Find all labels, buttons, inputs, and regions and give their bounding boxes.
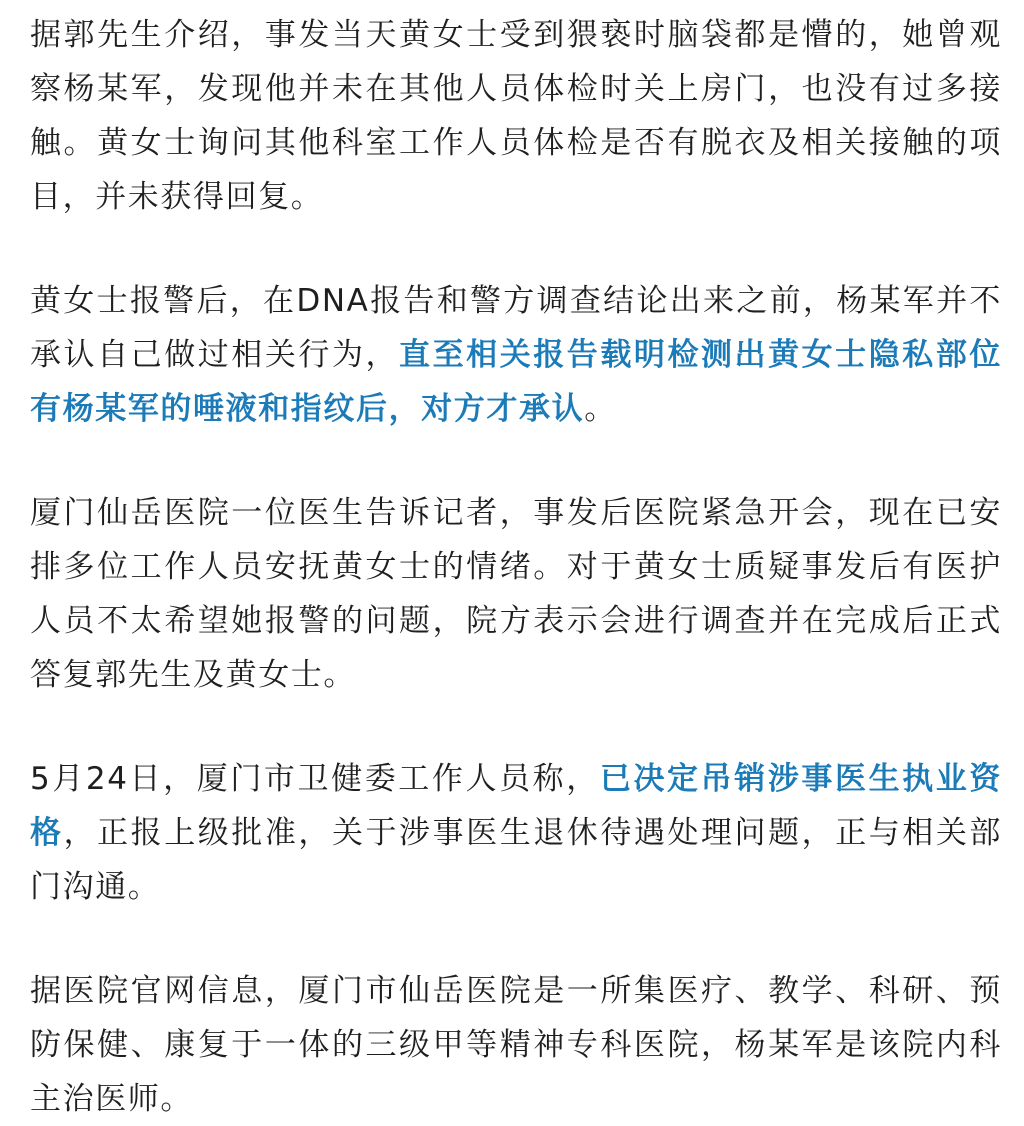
paragraph-4-end: ，正报上级批准，关于涉事医生退休待遇处理问题，正与相关部门沟通。 <box>30 815 1003 905</box>
paragraph-4-text: 5月24日，厦门市卫健委工作人员称， <box>30 761 600 797</box>
paragraph-1-text: 据郭先生介绍，事发当天黄女士受到猥亵时脑袋都是懵的，她曾观察杨某军，发现他并未在其他人员体检时关上房门，也没有过多接触。黄女士询问其他科室工作人员体检是否有脱衣及相关接触的项目，并未获得回复。 <box>30 17 1002 215</box>
paragraph-3 <box>30 486 1002 702</box>
paragraph-3-text: 厦门仙岳医院一位医生告诉记者，事发后医院紧急开会，现在已安排多位工作人员安抚黄女士的情绪。对于黄女士质疑事发后有医护人员不太希望她报警的问题，院方表示会进行调查并在完成后正式答复郭先生及黄女士。 <box>30 495 1002 693</box>
paragraph-2-text: 黄女士报警后，在DNA报告和警方调查结论出来之前，杨某军并不承认自己做过相关行为， <box>30 283 1002 373</box>
paragraph-4 <box>30 752 1002 914</box>
paragraph-5-text: 据医院官网信息，厦门市仙岳医院是一所集医疗、教学、科研、预防保健、康复于一体的三级甲等精神专科医院，杨某军是该院内科主治医师。 <box>30 973 1002 1117</box>
paragraph-4-highlight: 已决定吊销涉事医生执业资格 <box>30 761 1003 851</box>
paragraph-2 <box>30 274 1002 436</box>
paragraph-1 <box>30 8 1002 224</box>
paragraph-5 <box>30 964 1002 1126</box>
paragraph-2-highlight: 直至相关报告载明检测出黄女士隐私部位有杨某军的唾液和指纹后，对方才承认 <box>30 337 1002 427</box>
paragraph-2-end: 。 <box>584 391 617 427</box>
article-body <box>30 8 1002 1126</box>
